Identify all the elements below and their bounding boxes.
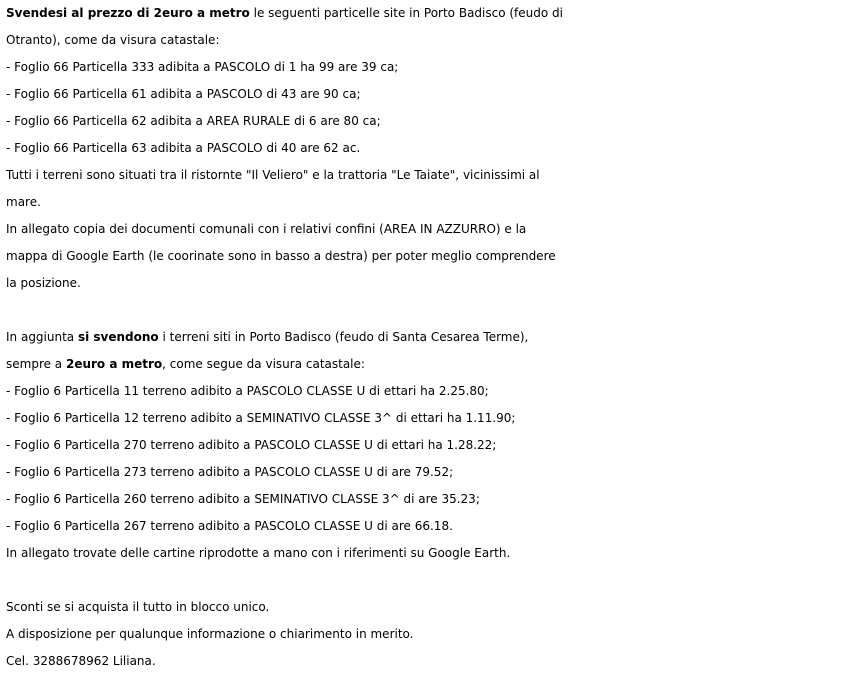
intro-line-2: Otranto), come da visura catastale: [6,33,220,47]
spacer [6,567,844,594]
parcel-item: - Foglio 66 Particella 63 adibita a PASCOLO di 40 are 62 ac. [6,141,361,155]
location-line-1: Tutti i terreni sono situati tra il ristornte "Il Veliero" e la trattoria "Le Taiate", vicinissimi al [6,168,540,182]
parcel-item: - Foglio 6 Particella 260 terreno adibito a SEMINATIVO CLASSE 3^ di are 35.23; [6,492,480,506]
parcel-item: - Foglio 6 Particella 12 terreno adibito a SEMINATIVO CLASSE 3^ di ettari ha 1.11.90; [6,411,516,425]
addition-text: i terreni siti in Porto Badisco (feudo di Santa Cesarea Terme), [158,330,529,344]
parcel-item: - Foglio 6 Particella 270 terreno adibito a PASCOLO CLASSE U di ettari ha 1.28.22; [6,438,497,452]
contact-line: Cel. 3288678962 Liliana. [6,654,156,668]
parcel-item: - Foglio 6 Particella 267 terreno adibito a PASCOLO CLASSE U di are 66.18. [6,519,453,533]
addition-text: In aggiunta [6,330,78,344]
intro-line [6,0,844,27]
parcel-item: - Foglio 6 Particella 273 terreno adibito a PASCOLO CLASSE U di are 79.52; [6,465,454,479]
attachment-line-1: In allegato copia dei documenti comunali con i relativi confini (AREA IN AZZURRO) e la [6,222,527,236]
price-bold-text: 2euro a metro [65,357,163,371]
parcel-item: - Foglio 66 Particella 62 adibita a AREA RURALE di 6 are 80 ca; [6,114,381,128]
addition-bold-text: si svendono [77,330,159,344]
location-line-2: mare. [6,195,41,209]
addition-text: sempre a [6,357,66,371]
attachment-line-3: la posizione. [6,276,81,290]
availability-line: A disposizione per qualunque informazione o chiarimento in merito. [6,627,414,641]
addition-line-1 [6,324,844,351]
maps-attachment-line: In allegato trovate delle cartine riprodotte a mano con i riferimenti su Google Earth. [6,546,511,560]
parcel-item: - Foglio 6 Particella 11 terreno adibito a PASCOLO CLASSE U di ettari ha 2.25.80; [6,384,489,398]
discount-line: Sconti se si acquista il tutto in blocco unico. [6,600,270,614]
intro-bold-text: Svendesi al prezzo di 2euro a metro [6,6,250,20]
attachment-line-2: mappa di Google Earth (le coorinate sono in basso a destra) per poter meglio comprendere [6,249,556,263]
intro-text: le seguenti particelle site in Porto Badisco (feudo di [249,6,563,20]
parcel-item: - Foglio 66 Particella 61 adibita a PASCOLO di 43 are 90 ca; [6,87,361,101]
addition-line-2 [6,351,844,378]
spacer [6,297,844,324]
addition-text: , come segue da visura catastale: [162,357,365,371]
parcel-item: - Foglio 66 Particella 333 adibita a PASCOLO di 1 ha 99 are 39 ca; [6,60,399,74]
